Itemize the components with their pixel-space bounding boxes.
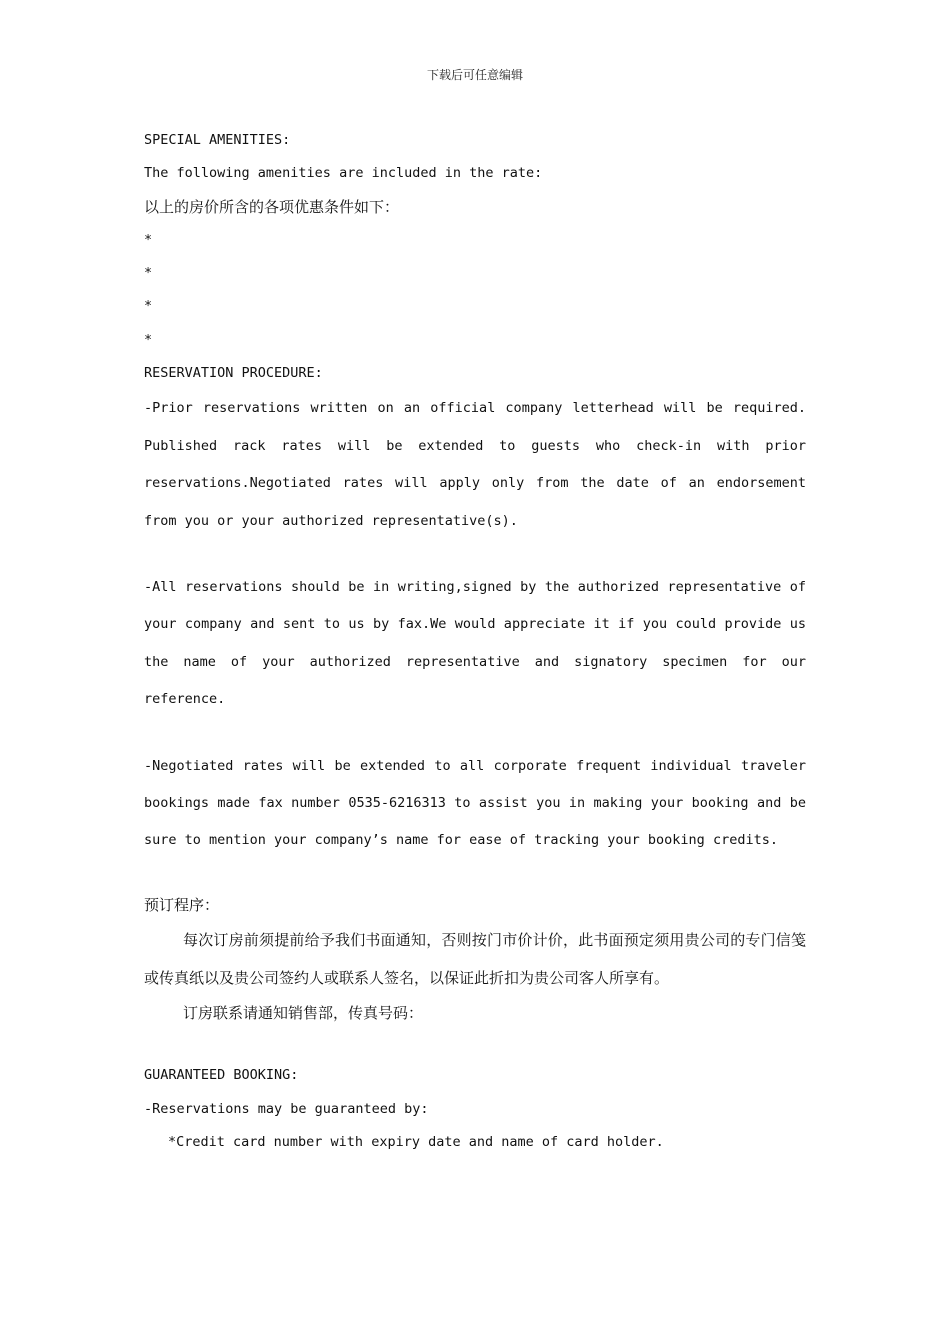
amenity-bullet: *: [144, 331, 153, 348]
procedure-cn-contact: 订房联系请通知销售部，传真号码：: [183, 1003, 424, 1022]
amenities-heading: SPECIAL AMENITIES:: [144, 132, 291, 148]
reservation-paragraph-1: -Prior reservations written on an official company letterhead will be required. Published rack rates will be extended to guests who check-in with prior reservations.Negotiated rates will apply only from the date of an endorsement from you or your authorized representative(s).: [144, 400, 806, 529]
guaranteed-item: *Credit card number with expiry date and name of card holder.: [168, 1133, 664, 1150]
spacer: [144, 540, 806, 569]
guaranteed-heading: GUARANTEED BOOKING:: [144, 1067, 299, 1084]
procedure-cn-heading: 预订程序：: [144, 895, 220, 914]
guaranteed-intro: -Reservations may be guaranteed by:: [144, 1100, 429, 1117]
reservation-heading: RESERVATION PROCEDURE:: [144, 365, 323, 382]
spacer: [144, 1030, 806, 1059]
procedure-cn-paragraph: 每次订房前须提前给予我们书面通知，否则按门市价计价，此书面预定须用贵公司的专门信笺或传真纸以及贵公司签约人或联系人签名，以保证此折扣为贵公司客人所享有。: [144, 931, 806, 987]
page-header: 下载后可任意编辑: [426, 68, 523, 82]
amenity-bullet: *: [144, 231, 153, 248]
spacer: [144, 719, 806, 748]
document-body: [144, 124, 806, 1159]
amenities-intro-cn: 以上的房价所含的各项优惠条件如下：: [144, 197, 400, 216]
amenity-bullet: *: [144, 298, 153, 315]
amenity-bullet: *: [144, 265, 153, 282]
amenities-intro: The following amenities are included in the rate:: [144, 165, 543, 182]
reservation-paragraph-3: -Negotiated rates will be extended to all corporate frequent individual traveler bookings made fax number 0535-6216313 to assist you in making your booking and be sure to mention your company’s name for ease of tracking your booking credits.: [144, 757, 806, 849]
spacer: [144, 860, 806, 889]
reservation-paragraph-2: -All reservations should be in writing,signed by the authorized representative of your company and sent to us by fax.We would appreciate it if you could provide us the name of your authorized representative and signatory specimen for our reference.: [144, 579, 806, 708]
